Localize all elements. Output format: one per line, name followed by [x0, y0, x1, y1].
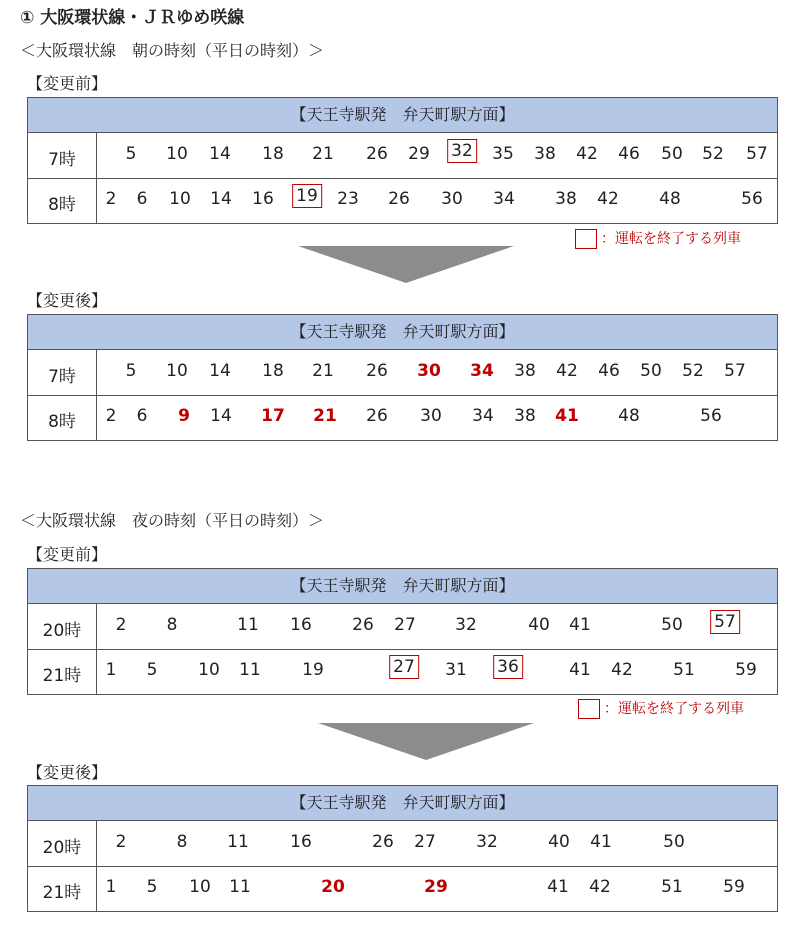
- departure-time: 41: [569, 660, 591, 680]
- ending-train-time: 32: [447, 139, 477, 163]
- departure-time: 10: [166, 361, 188, 381]
- departure-time: 42: [611, 660, 633, 680]
- departure-time: 18: [262, 361, 284, 381]
- departure-time: 29: [408, 144, 430, 164]
- departure-time: 23: [337, 189, 359, 209]
- night-heading: ＜大阪環状線 夜の時刻（平日の時刻）＞: [20, 511, 325, 530]
- departure-time: 16: [290, 832, 312, 852]
- table-header: 【天王寺駅発 弁天町駅方面】: [28, 569, 777, 604]
- departure-time: 14: [210, 406, 232, 426]
- departure-time: 32: [455, 615, 477, 635]
- hour-label: 7時: [48, 367, 76, 387]
- hour-label: 8時: [48, 195, 76, 215]
- departure-time: 26: [366, 406, 388, 426]
- departure-time: 2: [115, 832, 127, 852]
- ending-train-time: 36: [493, 655, 523, 679]
- departure-time: 8: [176, 832, 188, 852]
- departure-time: 59: [735, 660, 757, 680]
- departure-time: 38: [514, 406, 536, 426]
- departure-time: 41: [547, 877, 569, 897]
- departure-time: 14: [209, 144, 231, 164]
- departure-time: 10: [189, 877, 211, 897]
- down-arrow-icon: [318, 723, 534, 760]
- departure-time: 27: [394, 615, 416, 635]
- departure-time: 18: [262, 144, 284, 164]
- departure-time: 50: [661, 144, 683, 164]
- departure-time: 59: [723, 877, 745, 897]
- departure-time: 34: [472, 406, 494, 426]
- departure-time: 38: [555, 189, 577, 209]
- departure-time: 50: [640, 361, 662, 381]
- legend-text: ：運転を終了する列車: [601, 231, 741, 247]
- morning-before-table: [27, 97, 778, 224]
- night-after-label: 【変更後】: [27, 763, 108, 782]
- departure-time: 11: [237, 615, 259, 635]
- departure-time: 1: [105, 660, 117, 680]
- departure-time: 57: [724, 361, 746, 381]
- changed-time: 30: [417, 361, 441, 381]
- departure-time: 42: [576, 144, 598, 164]
- legend: [578, 698, 744, 719]
- departure-time: 10: [166, 144, 188, 164]
- morning-after-table: [27, 314, 778, 441]
- departure-time: 48: [659, 189, 681, 209]
- ending-train-swatch: [578, 699, 600, 719]
- hour-label: 8時: [48, 412, 76, 432]
- departure-time: 6: [136, 189, 148, 209]
- departure-time: 38: [534, 144, 556, 164]
- departure-time: 51: [673, 660, 695, 680]
- departure-time: 26: [388, 189, 410, 209]
- departure-time: 26: [372, 832, 394, 852]
- departure-time: 41: [569, 615, 591, 635]
- departure-time: 31: [445, 660, 467, 680]
- departure-time: 51: [661, 877, 683, 897]
- morning-after-label: 【変更後】: [27, 291, 108, 310]
- departure-time: 40: [548, 832, 570, 852]
- departure-time: 14: [210, 189, 232, 209]
- changed-time: 17: [261, 406, 285, 426]
- departure-time: 2: [105, 189, 117, 209]
- departure-time: 52: [682, 361, 704, 381]
- changed-time: 20: [321, 877, 345, 897]
- departure-time: 35: [492, 144, 514, 164]
- ending-train-time: 19: [292, 184, 322, 208]
- departure-time: 56: [741, 189, 763, 209]
- departure-time: 21: [312, 361, 334, 381]
- departure-time: 52: [702, 144, 724, 164]
- changed-time: 9: [178, 406, 190, 426]
- departure-time: 5: [125, 361, 137, 381]
- departure-time: 11: [229, 877, 251, 897]
- departure-time: 56: [700, 406, 722, 426]
- departure-time: 41: [590, 832, 612, 852]
- departure-time: 2: [105, 406, 117, 426]
- night-after-table: [27, 785, 778, 912]
- legend: [575, 228, 741, 249]
- hour-label: 20時: [42, 621, 82, 641]
- departure-time: 5: [146, 877, 158, 897]
- hour-label: 20時: [42, 838, 82, 858]
- departure-time: 40: [528, 615, 550, 635]
- table-header: 【天王寺駅発 弁天町駅方面】: [28, 98, 777, 133]
- hour-label: 21時: [42, 666, 82, 686]
- departure-time: 46: [598, 361, 620, 381]
- table-header: 【天王寺駅発 弁天町駅方面】: [28, 786, 777, 821]
- departure-time: 1: [105, 877, 117, 897]
- hour-label: 7時: [48, 150, 76, 170]
- departure-time: 14: [209, 361, 231, 381]
- departure-time: 38: [514, 361, 536, 381]
- changed-time: 29: [424, 877, 448, 897]
- departure-time: 6: [136, 406, 148, 426]
- ending-train-time: 57: [710, 610, 740, 634]
- departure-time: 46: [618, 144, 640, 164]
- departure-time: 30: [420, 406, 442, 426]
- departure-time: 57: [746, 144, 768, 164]
- departure-time: 21: [312, 144, 334, 164]
- ending-train-time: 27: [389, 655, 419, 679]
- departure-time: 42: [589, 877, 611, 897]
- departure-time: 32: [476, 832, 498, 852]
- departure-time: 50: [661, 615, 683, 635]
- departure-time: 2: [115, 615, 127, 635]
- departure-time: 19: [302, 660, 324, 680]
- changed-time: 34: [470, 361, 494, 381]
- departure-time: 42: [556, 361, 578, 381]
- departure-time: 16: [252, 189, 274, 209]
- departure-time: 30: [441, 189, 463, 209]
- departure-time: 5: [125, 144, 137, 164]
- table-header: 【天王寺駅発 弁天町駅方面】: [28, 315, 777, 350]
- section-title: ① 大阪環状線・ＪＲゆめ咲線: [20, 8, 245, 28]
- changed-time: 41: [555, 406, 579, 426]
- legend-text: ：運転を終了する列車: [604, 701, 744, 717]
- departure-time: 42: [597, 189, 619, 209]
- departure-time: 34: [493, 189, 515, 209]
- changed-time: 21: [313, 406, 337, 426]
- departure-time: 10: [169, 189, 191, 209]
- morning-heading: ＜大阪環状線 朝の時刻（平日の時刻）＞: [20, 41, 325, 60]
- departure-time: 48: [618, 406, 640, 426]
- departure-time: 26: [366, 361, 388, 381]
- departure-time: 27: [414, 832, 436, 852]
- hour-label: 21時: [42, 883, 82, 903]
- departure-time: 8: [166, 615, 178, 635]
- departure-time: 10: [198, 660, 220, 680]
- departure-time: 5: [146, 660, 158, 680]
- departure-time: 16: [290, 615, 312, 635]
- down-arrow-icon: [298, 246, 514, 283]
- departure-time: 26: [352, 615, 374, 635]
- ending-train-swatch: [575, 229, 597, 249]
- departure-time: 26: [366, 144, 388, 164]
- night-before-label: 【変更前】: [27, 545, 108, 564]
- morning-before-label: 【変更前】: [27, 74, 108, 93]
- departure-time: 11: [239, 660, 261, 680]
- departure-time: 50: [663, 832, 685, 852]
- departure-time: 11: [227, 832, 249, 852]
- night-before-table: [27, 568, 778, 695]
